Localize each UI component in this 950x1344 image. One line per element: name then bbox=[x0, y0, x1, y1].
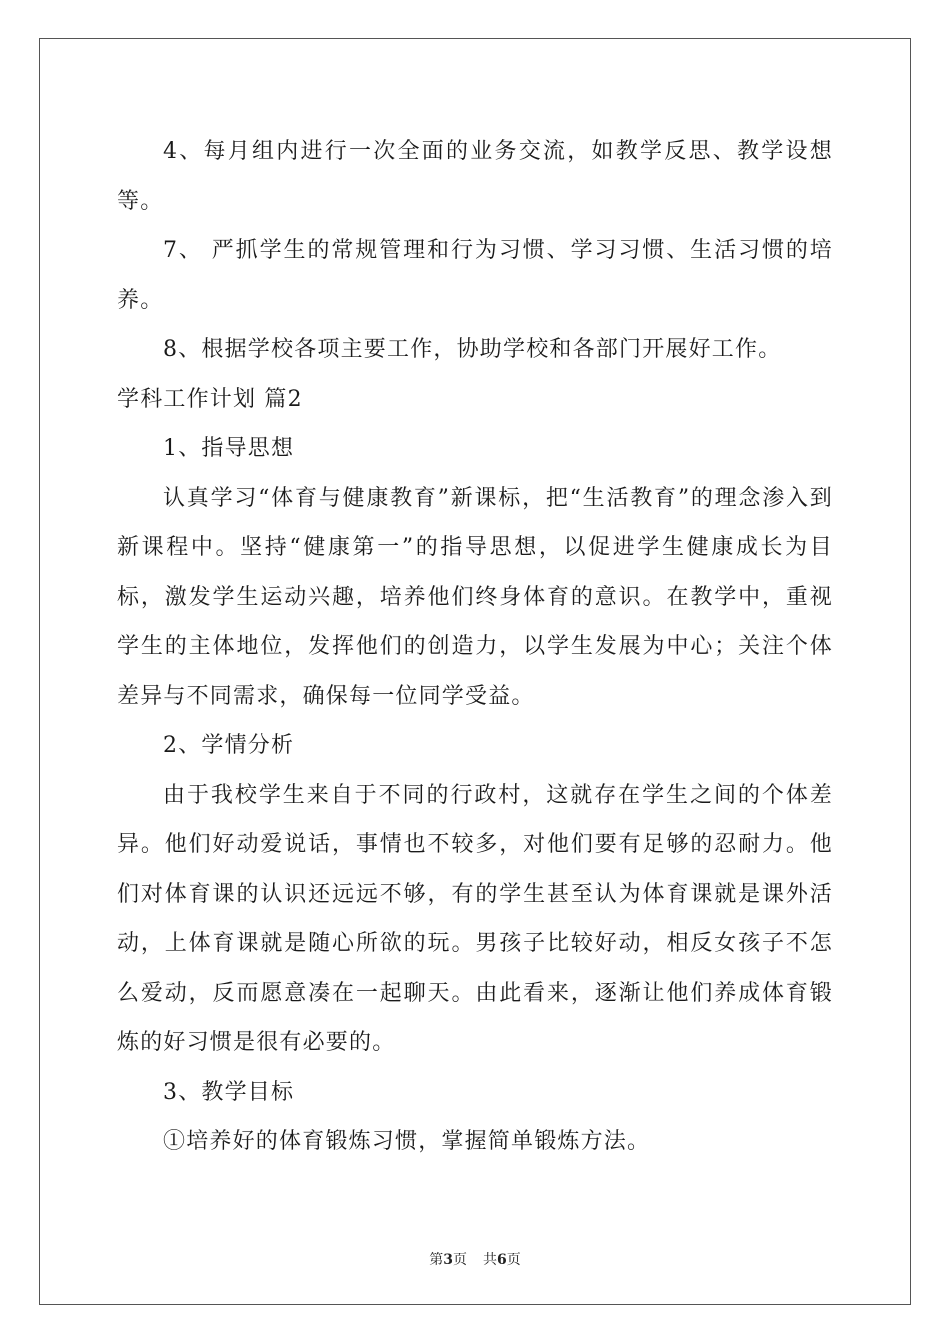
paragraph-teaching-goal-1: ①培养好的体育锻炼习惯，掌握简单锻炼方法。 bbox=[163, 1129, 651, 1154]
total-page-count: 6 bbox=[497, 1252, 507, 1268]
subheading-teaching-goals: 3、教学目标 bbox=[163, 1079, 295, 1105]
page-suffix: 页 bbox=[453, 1252, 467, 1268]
paragraph-student-analysis: 由于我校学生来自于不同的行政村，这就存在学生之间的个体差异。他们好动爱说话，事情也不较多，对他们要有足够的忍耐力。他们对体育课的认识还远远不够，有的学生甚至认为体育课就是课外活动，上体育课就是随心所欲的玩。男孩子比较好动，相反女孩子不怎么爱动，反而愿意凑在一起聊天。由此看来，逐渐让他们养成体育锻炼的好习惯是很有必要的。 bbox=[117, 782, 833, 1055]
subheading-student-analysis: 2、学情分析 bbox=[163, 733, 295, 758]
page-prefix: 第 bbox=[429, 1252, 444, 1268]
total-prefix: 共 bbox=[483, 1252, 497, 1268]
page-footer bbox=[0, 1249, 950, 1269]
section-heading: 学科工作计划 篇2 bbox=[117, 386, 303, 412]
document-body bbox=[117, 127, 833, 1167]
paragraph-item-8: 8、根据学校各项主要工作，协助学校和各部门开展好工作。 bbox=[163, 337, 782, 362]
paragraph-item-4: 4、每月组内进行一次全面的业务交流，如教学反思、教学设想等。 bbox=[117, 139, 833, 214]
paragraph-guiding-ideology: 认真学习“体育与健康教育”新课标，把“生活教育”的理念渗入到新课程中。坚持“健康第一”的指导思想，以促进学生健康成长为目标，激发学生运动兴趣，培养他们终身体育的意识。在教学中，重视学生的主体地位，发挥他们的创造力，以学生发展为中心；关注个体差异与不同需求，确保每一位同学受益。 bbox=[117, 485, 833, 709]
total-suffix: 页 bbox=[506, 1252, 521, 1268]
current-page-number: 3 bbox=[443, 1252, 453, 1268]
subheading-guiding-ideology: 1、指导思想 bbox=[163, 436, 295, 461]
paragraph-item-7: 7、 严抓学生的常规管理和行为习惯、学习习惯、生活习惯的培养。 bbox=[117, 238, 833, 313]
